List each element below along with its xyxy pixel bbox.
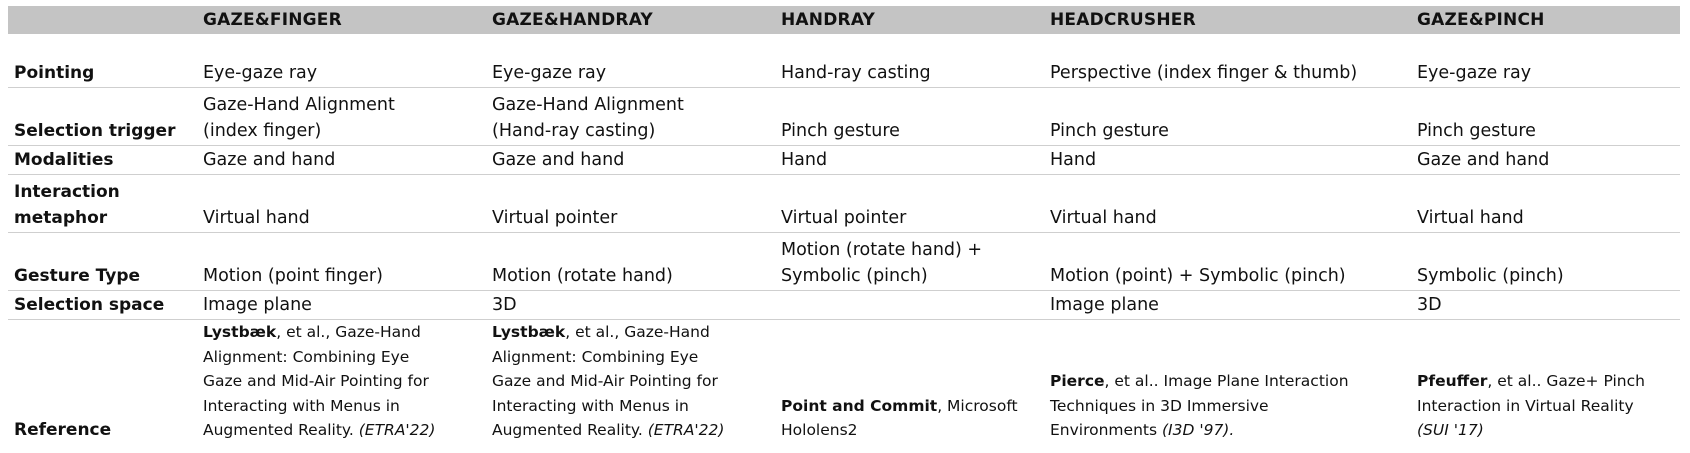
table-cell: Eye-gaze ray <box>1411 34 1680 88</box>
table-cell <box>775 233 1044 291</box>
table-cell <box>1044 88 1411 146</box>
table-cell: Image plane <box>197 291 486 320</box>
reference-author: Point and Commit <box>781 396 938 415</box>
reference-line: Alignment: Combining Eye <box>492 347 699 366</box>
table-cell: Eye-gaze ray <box>197 34 486 88</box>
row-label <box>8 175 197 233</box>
table-cell <box>486 233 775 291</box>
cell-line: (index finger) <box>203 121 322 141</box>
cell-line: Symbolic (pinch) <box>1417 266 1564 286</box>
reference-cell <box>197 320 486 444</box>
cell-line: Gaze-Hand Alignment <box>492 95 684 115</box>
reference-text: Augmented Reality. <box>203 421 354 439</box>
row-label-line: Interaction <box>14 182 120 202</box>
reference-text: , Microsoft <box>937 396 1018 415</box>
row-label: Modalities <box>8 146 197 175</box>
reference-venue: (ETRA'22) <box>358 421 436 439</box>
table-cell: Hand-ray casting <box>775 34 1044 88</box>
row-selection-space <box>8 291 1680 320</box>
row-label: Selection space <box>8 291 197 320</box>
reference-line <box>781 394 1038 419</box>
header-cell-gaze-pinch: GAZE&PINCH <box>1411 6 1680 34</box>
table-cell <box>1411 233 1680 291</box>
header-cell-gaze-handray: GAZE&HANDRAY <box>486 6 775 34</box>
reference-line: Alignment: Combining Eye <box>203 347 410 366</box>
cell-line: Motion (rotate hand) <box>492 266 673 286</box>
header-row <box>8 6 1680 34</box>
header-cell-corner <box>8 6 197 34</box>
reference-line: Techniques in 3D Immersive <box>1050 396 1269 415</box>
reference-cell <box>775 320 1044 444</box>
reference-line <box>1050 418 1405 443</box>
table-cell <box>197 233 486 291</box>
row-selection-trigger <box>8 88 1680 146</box>
cell-line: Pinch gesture <box>1417 121 1536 141</box>
table-cell: Hand <box>775 146 1044 175</box>
reference-venue: (I3D '97). <box>1161 421 1235 439</box>
table-cell <box>1411 88 1680 146</box>
table-cell: Virtual hand <box>1044 175 1411 233</box>
table-cell <box>775 291 1044 320</box>
reference-line: Interaction in Virtual Reality <box>1417 396 1634 415</box>
reference-line: Interacting with Menus in <box>492 396 689 415</box>
table-cell: Virtual hand <box>1411 175 1680 233</box>
table-cell: 3D <box>1411 291 1680 320</box>
table-cell <box>775 88 1044 146</box>
row-label: Selection trigger <box>8 88 197 146</box>
reference-cell <box>486 320 775 444</box>
header-cell-gaze-finger: GAZE&FINGER <box>197 6 486 34</box>
reference-line: Gaze and Mid-Air Pointing for <box>203 372 429 390</box>
cell-line: Motion (rotate hand) + <box>781 240 983 260</box>
row-label: Reference <box>14 419 112 440</box>
reference-venue: (SUI '17) <box>1417 421 1484 439</box>
row-gesture-type <box>8 233 1680 291</box>
row-label: Gesture Type <box>8 233 197 291</box>
reference-author: Pfeuffer <box>1417 372 1488 390</box>
reference-text: Environments <box>1050 421 1158 439</box>
reference-text: Augmented Reality. <box>492 421 643 439</box>
reference-author: Pierce <box>1050 372 1105 390</box>
table-cell: Gaze and hand <box>1411 146 1680 175</box>
reference-text: , et al., Gaze-Hand <box>565 323 710 341</box>
reference-cell <box>1044 320 1411 444</box>
reference-line <box>203 418 480 443</box>
table-cell: Virtual pointer <box>486 175 775 233</box>
reference-line <box>492 320 769 345</box>
table-cell: Gaze and hand <box>486 146 775 175</box>
reference-line <box>1417 369 1674 394</box>
table-cell: Virtual hand <box>197 175 486 233</box>
cell-line: Pinch gesture <box>781 121 900 141</box>
reference-line <box>1050 369 1405 394</box>
cell-line: Motion (point finger) <box>203 266 383 286</box>
row-modalities <box>8 146 1680 175</box>
cell-line: (Hand-ray casting) <box>492 121 656 141</box>
table-cell: Image plane <box>1044 291 1411 320</box>
cell-line: Symbolic (pinch) <box>781 266 928 286</box>
table-cell: 3D <box>486 291 775 320</box>
reference-author: Lystbæk <box>203 323 277 341</box>
row-interaction-metaphor <box>8 175 1680 233</box>
row-reference <box>8 320 1680 444</box>
table-cell <box>1044 233 1411 291</box>
reference-line: Interacting with Menus in <box>203 396 400 415</box>
reference-text: , et al.. Image Plane Interaction <box>1104 372 1349 390</box>
reference-line: Hololens2 <box>781 421 858 439</box>
reference-venue: (ETRA'22) <box>647 421 725 439</box>
reference-cell <box>1411 320 1680 444</box>
table-cell <box>486 88 775 146</box>
reference-line <box>492 418 769 443</box>
cell-line: Gaze-Hand Alignment <box>203 95 395 115</box>
table-cell: Hand <box>1044 146 1411 175</box>
table-cell: Gaze and hand <box>197 146 486 175</box>
cell-line: Motion (point) + Symbolic (pinch) <box>1050 266 1346 286</box>
reference-text: , et al.. Gaze+ Pinch <box>1487 372 1645 390</box>
table-cell: Perspective (index finger & thumb) <box>1044 34 1411 88</box>
cell-line: Pinch gesture <box>1050 121 1169 141</box>
reference-line <box>203 320 480 345</box>
table-cell: Eye-gaze ray <box>486 34 775 88</box>
header-cell-headcrusher: HEADCRUSHER <box>1044 6 1411 34</box>
table-cell <box>197 88 486 146</box>
reference-author: Lystbæk <box>492 323 566 341</box>
row-pointing <box>8 34 1680 88</box>
table-cell: Virtual pointer <box>775 175 1044 233</box>
header-cell-handray: HANDRAY <box>775 6 1044 34</box>
reference-line: Gaze and Mid-Air Pointing for <box>492 372 718 390</box>
comparison-table <box>8 6 1680 444</box>
comparison-table-container <box>8 6 1680 444</box>
reference-text: , et al., Gaze-Hand <box>276 323 421 341</box>
row-label: Pointing <box>8 34 197 88</box>
row-label-line: metaphor <box>14 208 108 228</box>
